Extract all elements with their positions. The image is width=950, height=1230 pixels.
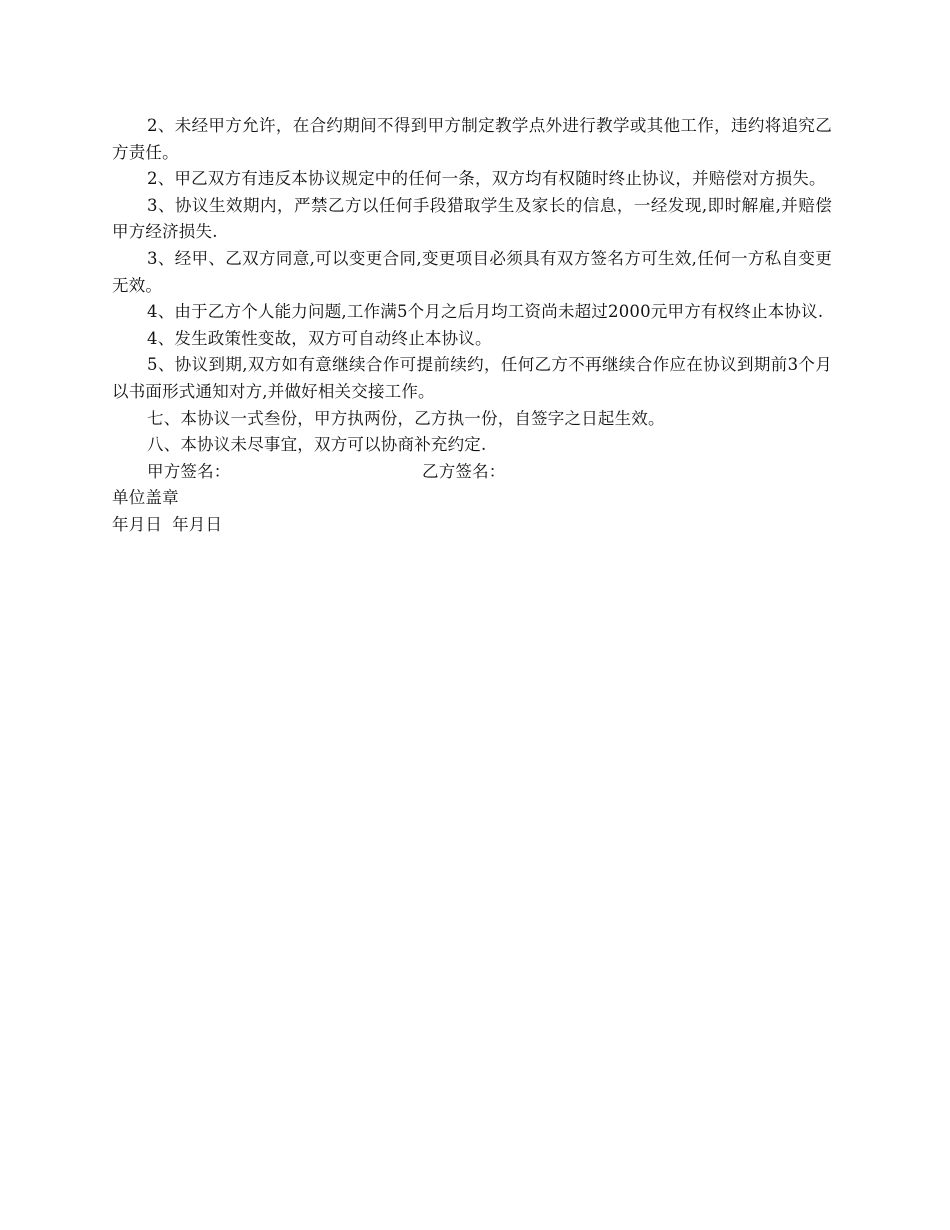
clause-paragraph: 2、甲乙双方有违反本协议规定中的任何一条，双方均有权随时终止协议，并赔偿对方损失。 <box>147 169 826 189</box>
clause-paragraph: 八、本协议未尽事宜，双方可以协商补充约定. <box>147 435 487 455</box>
clause-paragraph: 七、本协议一式叁份，甲方执两份，乙方执一份，自签字之日起生效。 <box>147 408 665 428</box>
clause-paragraph: 2、未经甲方允许，在合约期间不得到甲方制定教学点外进行教学或其他工作，违约将追究乙方责任。 <box>112 116 832 162</box>
clause-paragraph: 4、由于乙方个人能力问题,工作满5个月之后月均工资尚未超过2000元甲方有权终止本协议. <box>147 302 824 322</box>
date-party-b: 年月日 <box>172 514 223 534</box>
signature-row <box>112 459 832 486</box>
document-body <box>112 113 832 539</box>
date-party-a: 年月日 <box>112 514 163 534</box>
party-a-signature-label: 甲方签名： <box>147 461 231 481</box>
clause-paragraph: 5、协议到期,双方如有意继续合作可提前续约，任何乙方不再继续合作应在协议到期前3个月以书面形式通知对方,并做好相关交接工作。 <box>112 355 832 401</box>
clause-paragraph: 3、经甲、乙双方同意,可以变更合同,变更项目必须具有双方签名方可生效,任何一方私自变更无效。 <box>112 248 832 295</box>
date-row <box>112 512 832 539</box>
party-b-signature-label: 乙方签名： <box>422 461 506 481</box>
clause-paragraph: 4、发生政策性变故，双方可自动终止本协议。 <box>147 328 492 348</box>
clause-paragraph: 3、协议生效期内，严禁乙方以任何手段猎取学生及家长的信息，一经发现,即时解雇,并赔偿甲方经济损失. <box>112 195 832 242</box>
seal-label: 单位盖章 <box>112 488 179 508</box>
